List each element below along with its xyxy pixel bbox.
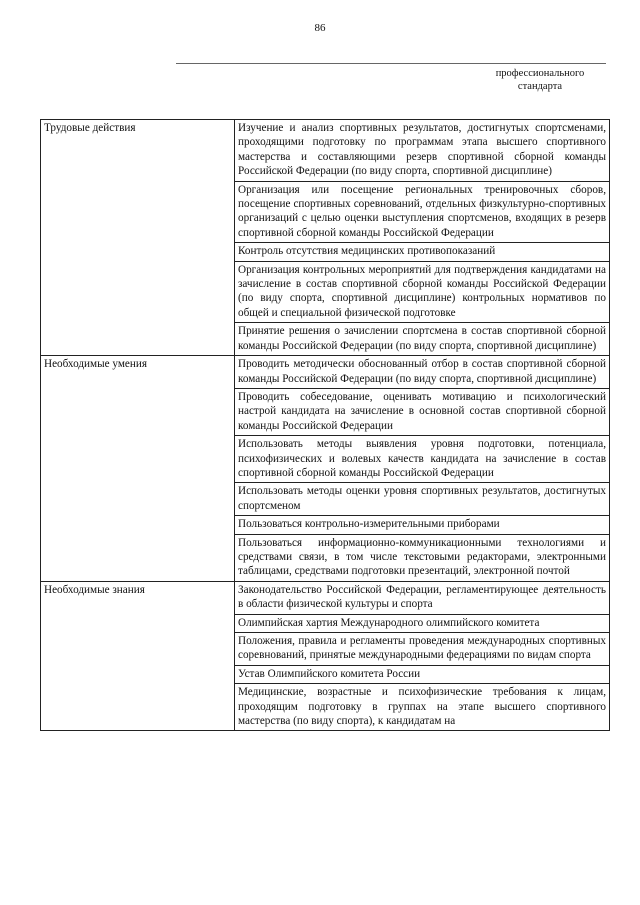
table-cell: Организация или посещение региональных тренировочных сборов, посещение спортивных соревнований, отдельных физкультурно-спортивных организаций с целью оценки выступления спортсменов, входящих в резерв спортивной сборной команды Российской Федерации bbox=[235, 181, 610, 243]
table-row bbox=[41, 581, 610, 614]
table-cell: Пользоваться контрольно-измерительными приборами bbox=[235, 516, 610, 534]
table-cell: Устав Олимпийского комитета России bbox=[235, 665, 610, 683]
page-number: 86 bbox=[314, 22, 326, 34]
header-note-line2: стандарта bbox=[517, 81, 563, 92]
section-label: Трудовые действия bbox=[41, 120, 235, 356]
table-cell: Олимпийская хартия Международного олимпийского комитета bbox=[235, 614, 610, 632]
table-row bbox=[41, 120, 610, 182]
table-cell: Проводить методически обоснованный отбор в состав спортивной сборной команды Российской Федерации (по виду спорта, спортивной дисциплине) bbox=[235, 356, 610, 389]
table-cell: Использовать методы оценки уровня спортивных результатов, достигнутых спортсменом bbox=[235, 483, 610, 516]
table-cell: Контроль отсутствия медицинских противопоказаний bbox=[235, 243, 610, 261]
section-label: Необходимые умения bbox=[41, 356, 235, 582]
competency-table bbox=[40, 119, 610, 731]
table-cell: Пользоваться информационно-коммуникационными технологиями и средствами связи, в том числе текстовыми редакторами, электронными таблицами, средствами подготовки презентаций, электронной почтой bbox=[235, 534, 610, 581]
table-row bbox=[41, 356, 610, 389]
header-rule bbox=[176, 63, 606, 64]
table-cell: Законодательство Российской Федерации, регламентирующее деятельность в области физической культуры и спорта bbox=[235, 581, 610, 614]
table-cell: Использовать методы выявления уровня подготовки, потенциала, психофизических и волевых качеств кандидата на зачисление в состав спортивной сборной команды Российской Федерации bbox=[235, 436, 610, 483]
header-note-line1: профессионального bbox=[495, 68, 585, 79]
table-cell: Изучение и анализ спортивных результатов, достигнутых спортсменами, проходящими подготовку по программам этапа высшего спортивного мастерства и составляющими резерв спортивной сборной команды Российской Федерации (по виду спорта, спортивной дисциплине) bbox=[235, 120, 610, 182]
table-cell: Проводить собеседование, оценивать мотивацию и психологический настрой кандидата на зачисление в основной состав спортивной сборной команды Российской Федерации bbox=[235, 388, 610, 435]
table-cell: Организация контрольных мероприятий для подтверждения кандидатами на зачисление в состав спортивной сборной команды Российской Федерации (по виду спорта, спортивной дисциплине) контрольных нормативов по общей и специальной физической подготовке bbox=[235, 261, 610, 323]
section-label: Необходимые знания bbox=[41, 581, 235, 731]
header-note bbox=[470, 67, 610, 93]
table-cell: Принятие решения о зачислении спортсмена в состав спортивной сборной команды Российской Федерации (по виду спорта, спортивной дисциплине) bbox=[235, 323, 610, 356]
table-cell: Положения, правила и регламенты проведения международных спортивных соревнований, принятые международными федерациями по видам спорта bbox=[235, 633, 610, 666]
table-cell: Медицинские, возрастные и психофизические требования к лицам, проходящим подготовку в группах на этапе высшего спортивного мастерства (по виду спорта), к кандидатам на bbox=[235, 684, 610, 731]
